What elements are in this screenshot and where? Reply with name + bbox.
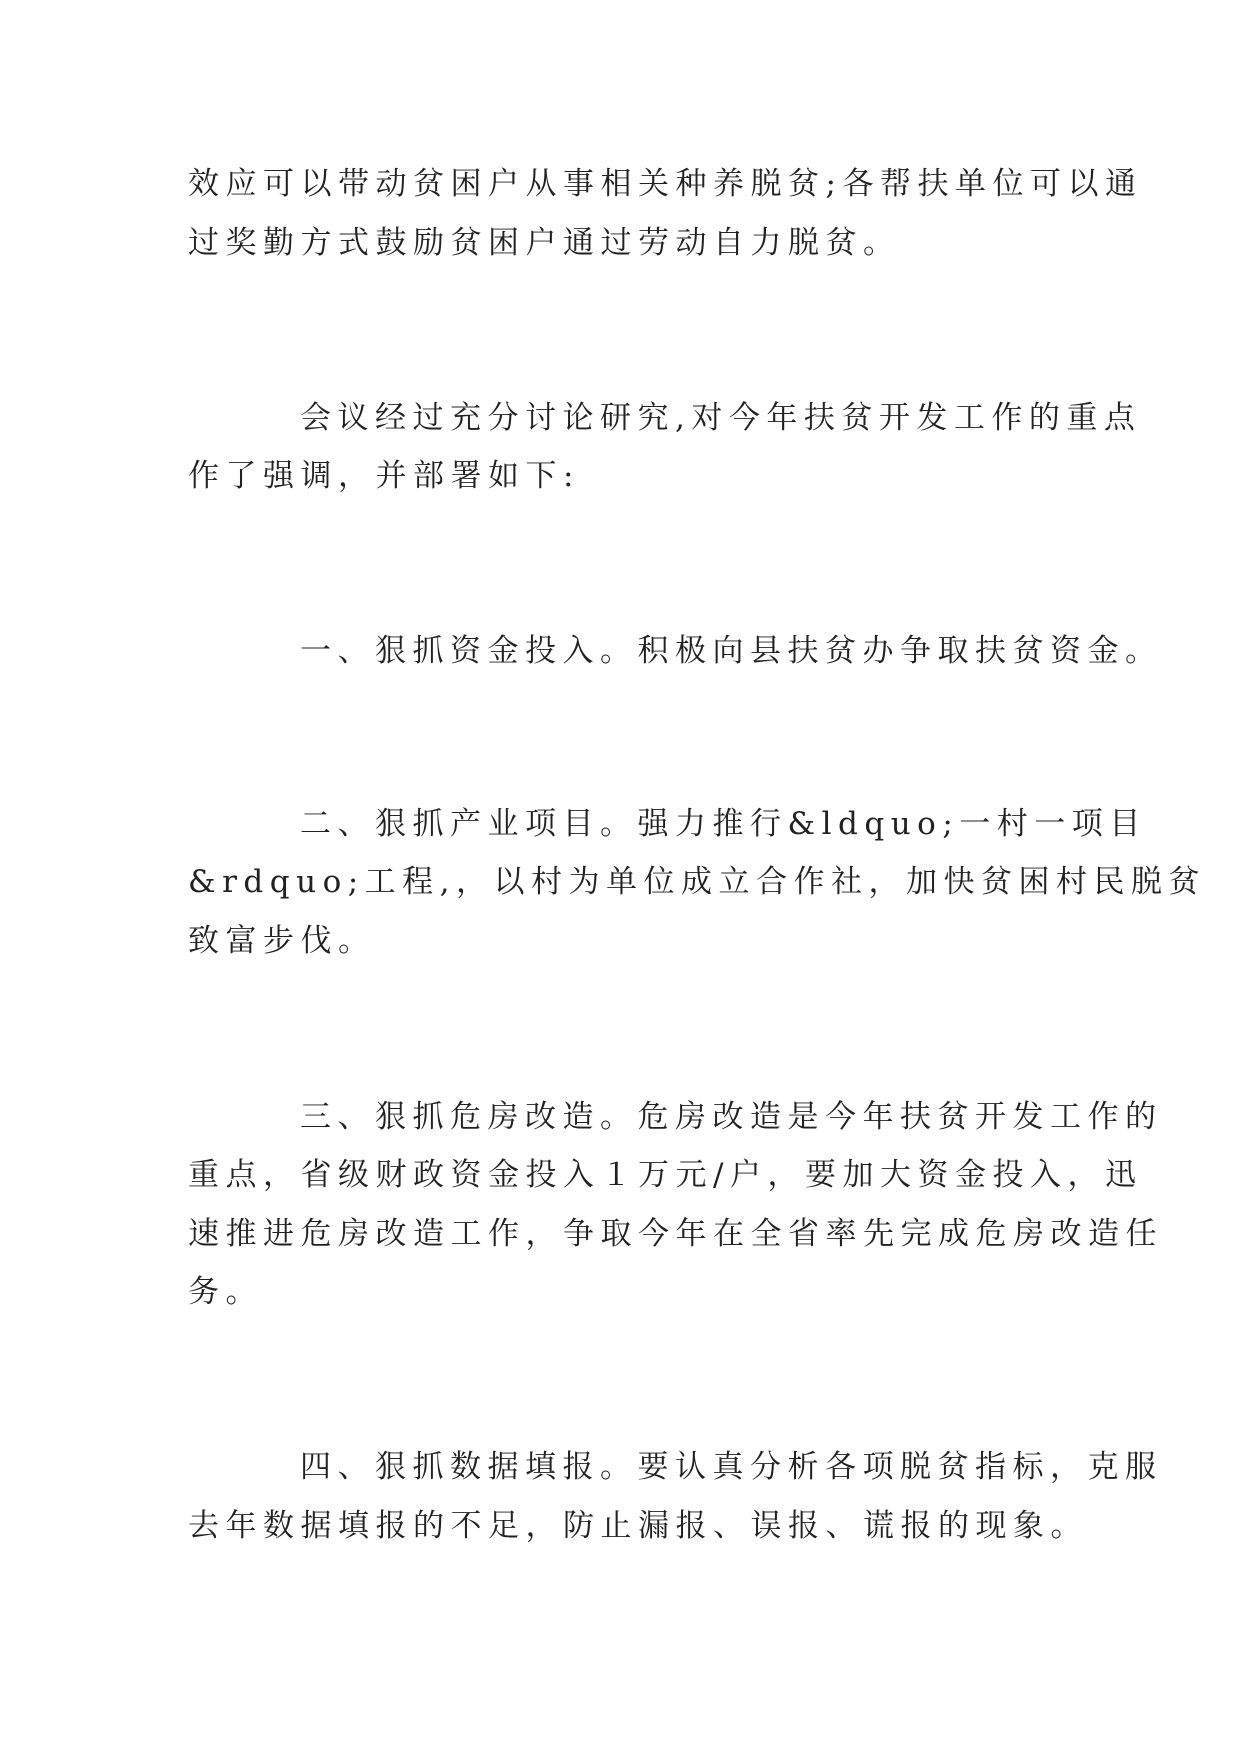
paragraph-5-line-4: 务。 (188, 1274, 263, 1310)
paragraph-3-line-1: 一、狠抓资金投入。积极向县扶贫办争取扶贫资金。 (300, 633, 1163, 669)
paragraph-4-line-2: &rdquo;工程,，以村为单位成立合作社，加快贫困村民脱贫 (188, 864, 1207, 900)
paragraph-2-line-2: 作了强调，并部署如下: (188, 458, 580, 494)
paragraph-5-line-3: 速推进危房改造工作，争取今年在全省率先完成危房改造任 (188, 1216, 1163, 1252)
paragraph-5-line-2: 重点，省级财政资金投入１万元/户，要加大资金投入，迅 (188, 1157, 1143, 1193)
paragraph-4-line-1: 二、狠抓产业项目。强力推行&ldquo;一村一项目 (300, 806, 1147, 842)
paragraph-1-line-1: 效应可以带动贫困户从事相关种养脱贫;各帮扶单位可以通 (188, 166, 1143, 202)
paragraph-4-line-3: 致富步伐。 (188, 923, 376, 959)
paragraph-5-line-1: 三、狠抓危房改造。危房改造是今年扶贫开发工作的 (300, 1099, 1163, 1135)
paragraph-6-line-1: 四、狠抓数据填报。要认真分析各项脱贫指标，克服 (300, 1449, 1163, 1485)
paragraph-2-line-1: 会议经过充分讨论研究,对今年扶贫开发工作的重点 (300, 400, 1142, 436)
paragraph-6-line-2: 去年数据填报的不足，防止漏报、误报、谎报的现象。 (188, 1508, 1088, 1544)
paragraph-1-line-2: 过奖勤方式鼓励贫困户通过劳动自力脱贫。 (188, 225, 901, 261)
